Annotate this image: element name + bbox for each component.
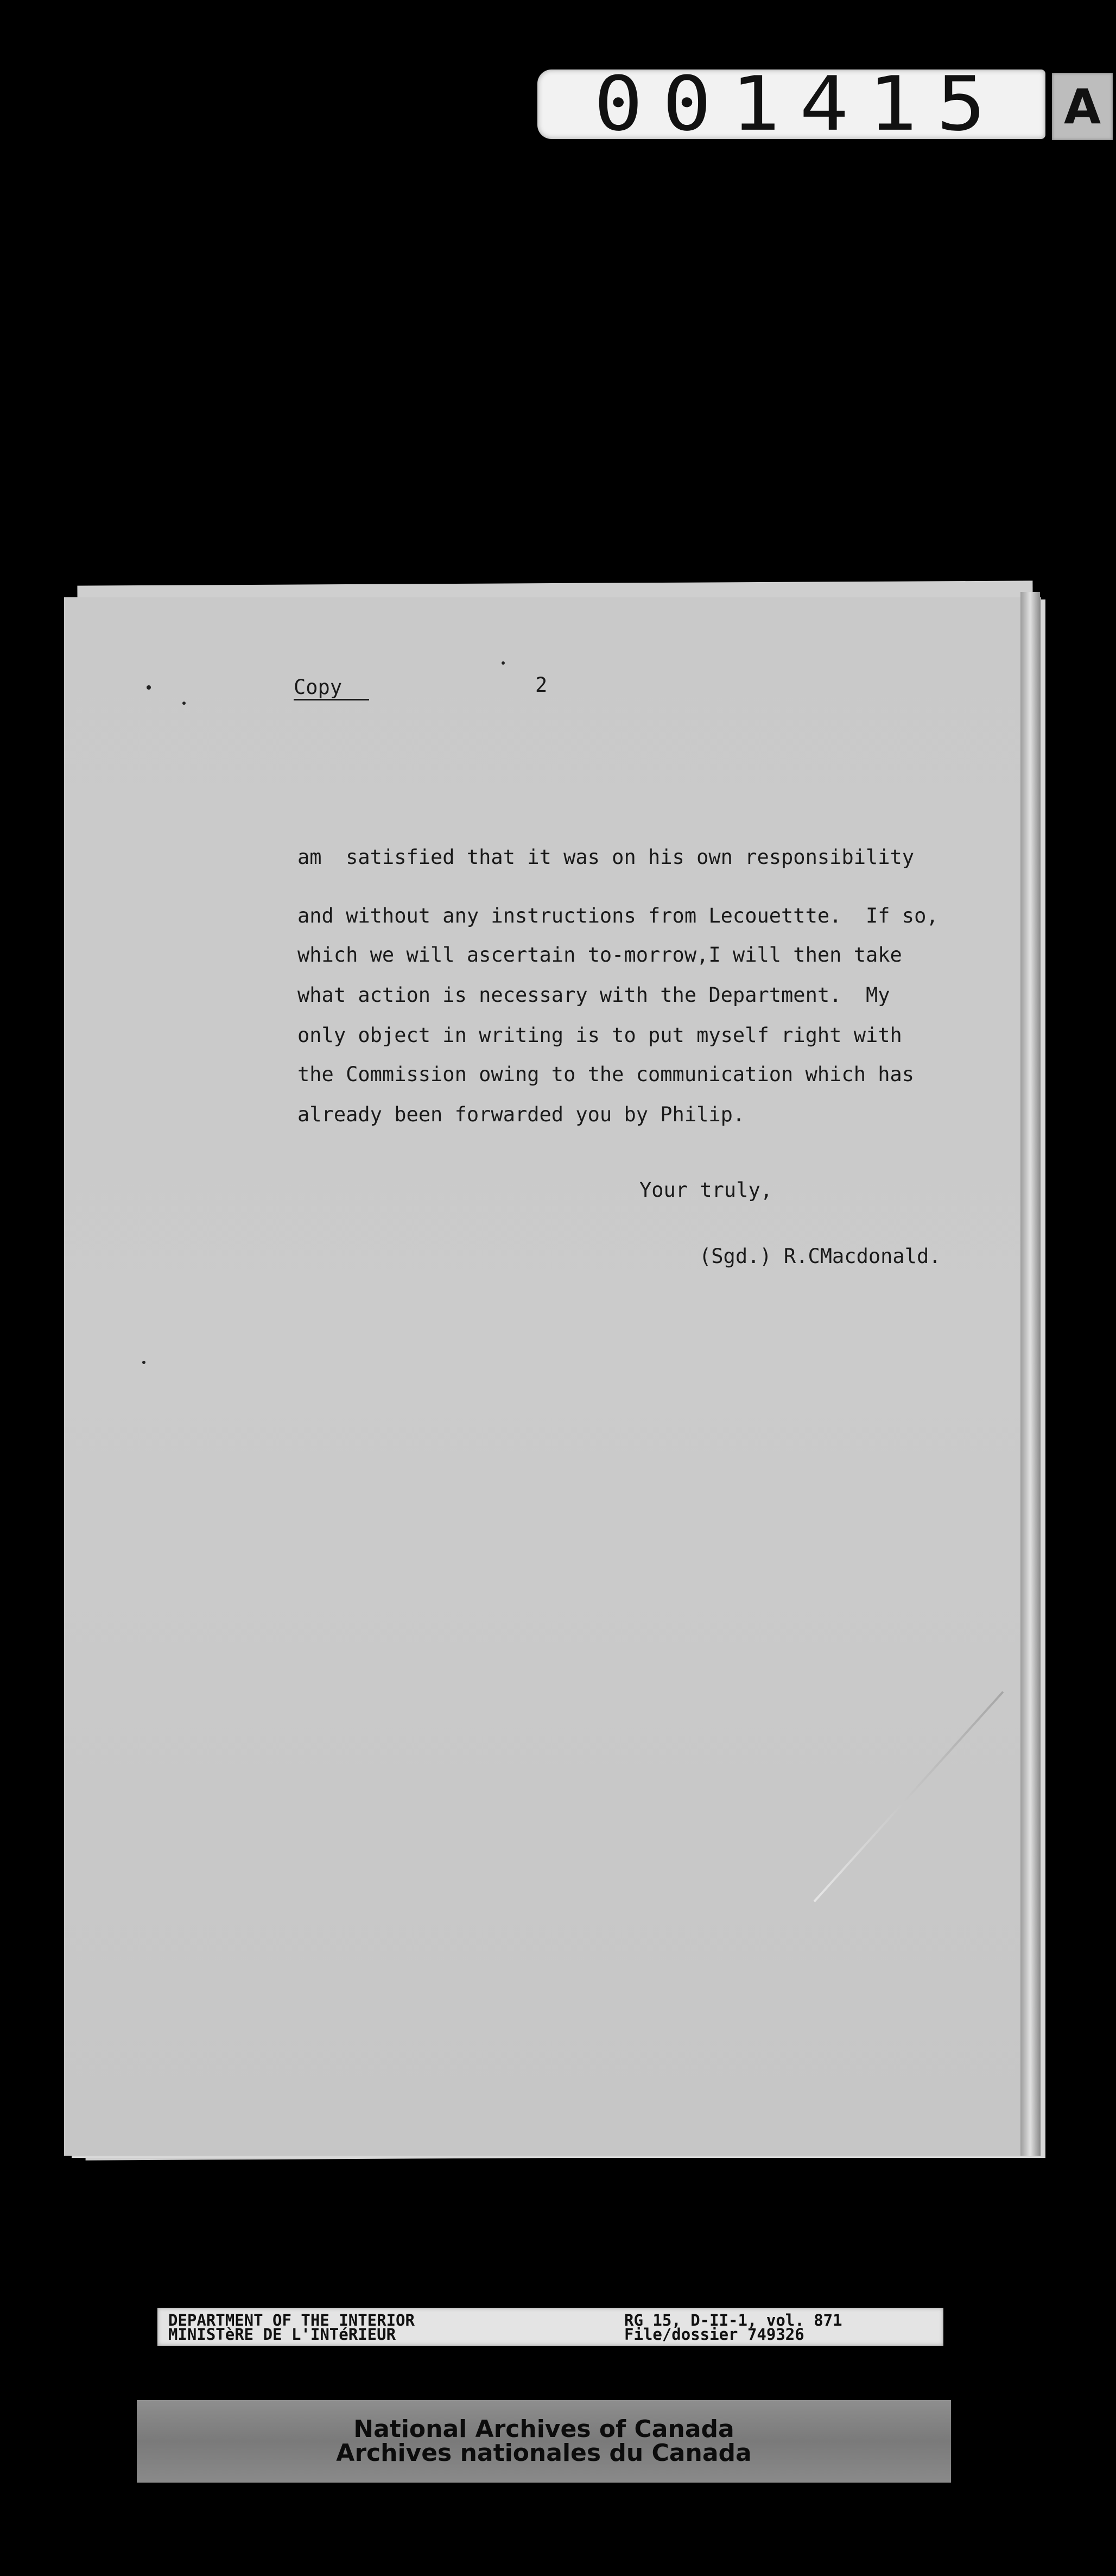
letter-body-line: and without any instructions from Lecouettte. If so, [297,904,939,927]
archive-reference-label [157,2308,943,2346]
letter-body-line: am satisfied that it was on his own responsibility [297,845,915,869]
copy-label: Copy [294,677,369,700]
letter-body-line: already been forwarded you by Philip. [297,1103,745,1126]
national-archives-stamp [137,2400,951,2483]
paper-speck [502,661,505,665]
paper-speck [182,702,186,705]
paper-sheet [64,597,1038,2156]
letter-closing: Your truly, [639,1178,773,1202]
paper-speck [147,685,151,690]
letter-body-line: only object in writing is to put myself right with [297,1024,902,1047]
department-block [168,2311,415,2344]
letter-signature: (Sgd.) R.CMacdonald. [699,1245,941,1268]
frame-number: 001415 [594,60,1005,148]
paper-speck [142,1361,145,1364]
reference-block [624,2311,842,2344]
letter-body-line: the Commission owing to the communication which has [297,1063,915,1086]
letter-body-line: what action is necessary with the Department. My [297,983,890,1007]
page-number: 2 [535,673,548,697]
department-name-fr: MINISTèRE DE L'INTéRIEUR [168,2325,396,2344]
record-group-reference: RG 15, D-II-1, vol. 871 [624,2311,842,2329]
stamp-line-french: Archives nationales du Canada [336,2439,752,2467]
letter-body-line: which we will ascertain to-morrow,I will then take [297,943,902,967]
paper-edge [1020,592,1040,2156]
frame-letter-box [1052,73,1113,140]
frame-number-strip [537,60,1045,148]
frame-letter: A [1063,78,1101,135]
department-name-en: DEPARTMENT OF THE INTERIOR [168,2311,415,2329]
stamp-line-english: National Archives of Canada [353,2415,734,2443]
file-reference: File/dossier 749326 [624,2325,804,2344]
